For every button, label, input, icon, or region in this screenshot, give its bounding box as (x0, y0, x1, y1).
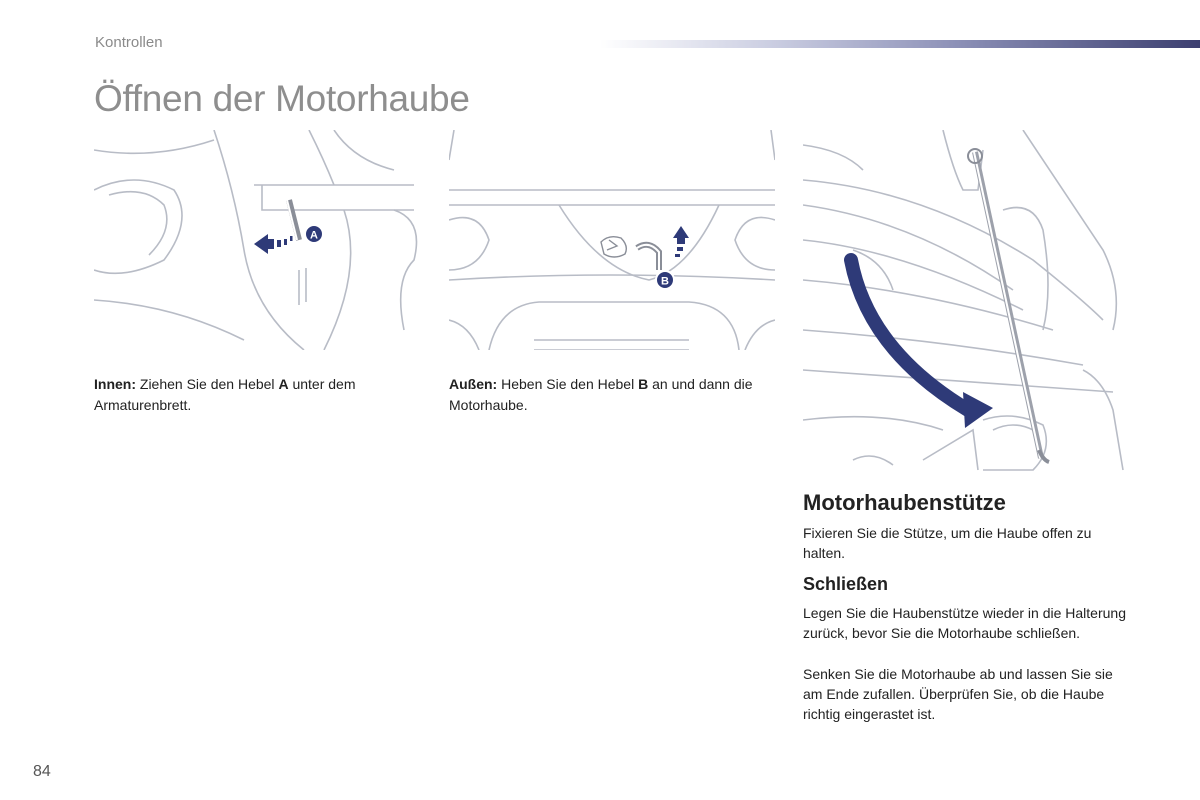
caption-outside-lever: B (638, 376, 649, 392)
page-title: Öffnen der Motorhaube (94, 78, 470, 119)
caption-inside-text-2: unter dem Armaturenbrett. (94, 376, 356, 413)
section-label: Kontrollen (95, 34, 163, 51)
illustration-outside-lever (449, 130, 775, 350)
page-number: 84 (33, 763, 51, 780)
caption-outside-label: Außen: (449, 376, 498, 392)
caption-outside-text-1: Heben Sie den Hebel (497, 376, 639, 392)
caption-inside-lever: A (278, 376, 289, 392)
support-heading: Motorhaubenstütze (803, 490, 1006, 515)
caption-outside (449, 374, 769, 416)
illustration-inside-lever (94, 130, 420, 350)
support-text: Fixieren Sie die Stütze, um die Haube offen zu halten. (803, 525, 1092, 561)
caption-outside-text-2: an und dann die Motorhaube. (449, 376, 753, 413)
caption-inside (94, 374, 414, 416)
caption-inside-label: Innen: (94, 376, 136, 392)
closing-text-1: Legen Sie die Haubenstütze wieder in die Halterung zurück, bevor Sie die Motorhaube schließen. (803, 605, 1126, 641)
closing-heading: Schließen (803, 574, 889, 594)
header-gradient-bar (600, 40, 1200, 48)
caption-inside-text-1: Ziehen Sie den Hebel (136, 376, 279, 392)
marker-b: B (661, 275, 669, 288)
marker-a: A (310, 229, 318, 242)
closing-text-2: Senken Sie die Motorhaube ab und lassen Sie sie am Ende zufallen. Überprüfen Sie, ob die Haube richtig eingerastet ist. (803, 666, 1113, 722)
illustration-bonnet-stay (803, 130, 1129, 475)
